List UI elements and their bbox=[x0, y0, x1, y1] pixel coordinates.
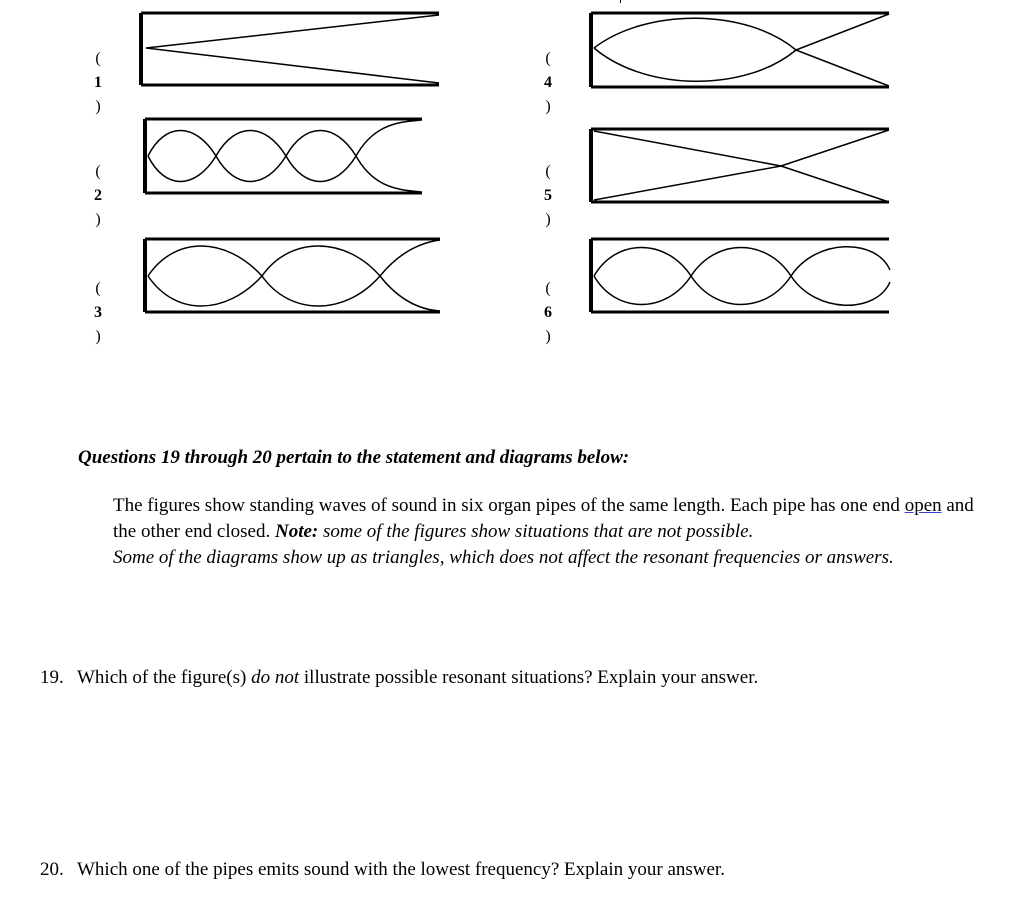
standing-wave-lower bbox=[594, 276, 890, 305]
question-emphasis: do not bbox=[251, 667, 300, 688]
label-number: 3 bbox=[94, 304, 102, 321]
question-text: Which one of the pipes emits sound with the lowest frequency? Explain your answer. bbox=[77, 859, 725, 880]
standing-wave-lower bbox=[148, 276, 440, 311]
label-number: 5 bbox=[544, 187, 552, 204]
note-text: some of the figures show situations that are not possible. bbox=[318, 521, 754, 542]
standing-wave-upper bbox=[148, 120, 422, 156]
label-paren-close: ) bbox=[95, 211, 101, 228]
label-paren-close: ) bbox=[95, 328, 101, 345]
label-paren-close: ) bbox=[545, 98, 551, 115]
figure-label-4 bbox=[542, 40, 554, 126]
figure-label-5 bbox=[542, 153, 554, 239]
pipe-diagram-2 bbox=[140, 114, 440, 198]
question-text: illustrate possible resonant situations? Explain your answer. bbox=[299, 667, 759, 688]
crop-mark bbox=[620, 0, 621, 3]
figure-label-3 bbox=[92, 270, 104, 356]
pipe-diagram-1 bbox=[136, 8, 446, 90]
label-paren-open: ( bbox=[95, 163, 101, 180]
note-label-text: Note: bbox=[274, 521, 319, 542]
question-number: 19. bbox=[40, 667, 64, 688]
standing-wave bbox=[146, 15, 439, 83]
pipe-diagram-4 bbox=[586, 8, 896, 92]
label-paren-close: ) bbox=[545, 328, 551, 345]
label-paren-open: ( bbox=[545, 280, 551, 297]
problem-statement bbox=[113, 493, 993, 571]
question-20 bbox=[40, 859, 725, 881]
standing-wave-lower bbox=[594, 130, 889, 200]
statement-text: and the other end closed. bbox=[113, 495, 974, 542]
question-number: 20. bbox=[40, 859, 64, 880]
statement-text: The figures show standing waves of sound in six organ pipes of the same length. Each pipe has one end bbox=[113, 495, 905, 516]
comment-marker bbox=[78, 0, 98, 5]
note-label bbox=[275, 521, 318, 542]
label-paren-open: ( bbox=[95, 50, 101, 67]
label-number: 1 bbox=[94, 74, 102, 91]
standing-wave-upper bbox=[594, 247, 890, 276]
question-text: Which of the figure(s) bbox=[77, 667, 252, 688]
section-intro-heading: Questions 19 through 20 pertain to the statement and diagrams below: bbox=[78, 447, 630, 468]
label-paren-close: ) bbox=[95, 98, 101, 115]
spellcheck-underlined-word: open bbox=[904, 495, 942, 516]
label-paren-close: ) bbox=[545, 211, 551, 228]
label-paren-open: ( bbox=[95, 280, 101, 297]
standing-wave-lower bbox=[594, 48, 889, 86]
label-number: 4 bbox=[544, 74, 552, 91]
label-paren-open: ( bbox=[545, 163, 551, 180]
pipe-diagram-5 bbox=[586, 124, 896, 208]
standing-wave-upper bbox=[594, 14, 889, 50]
label-number: 6 bbox=[544, 304, 552, 321]
pipe-diagram-3 bbox=[140, 234, 445, 318]
label-number: 2 bbox=[94, 187, 102, 204]
standing-wave-upper bbox=[148, 240, 440, 276]
pipe-diagram-6 bbox=[586, 234, 896, 318]
standing-wave-lower bbox=[148, 156, 422, 192]
figure-label-6 bbox=[542, 270, 554, 356]
figure-label-2 bbox=[92, 153, 104, 239]
label-paren-open: ( bbox=[545, 50, 551, 67]
figure-label-1 bbox=[92, 40, 104, 126]
question-19 bbox=[40, 667, 758, 689]
statement-caveat: Some of the diagrams show up as triangles, which does not affect the resonant frequencies or answers. bbox=[113, 547, 894, 568]
